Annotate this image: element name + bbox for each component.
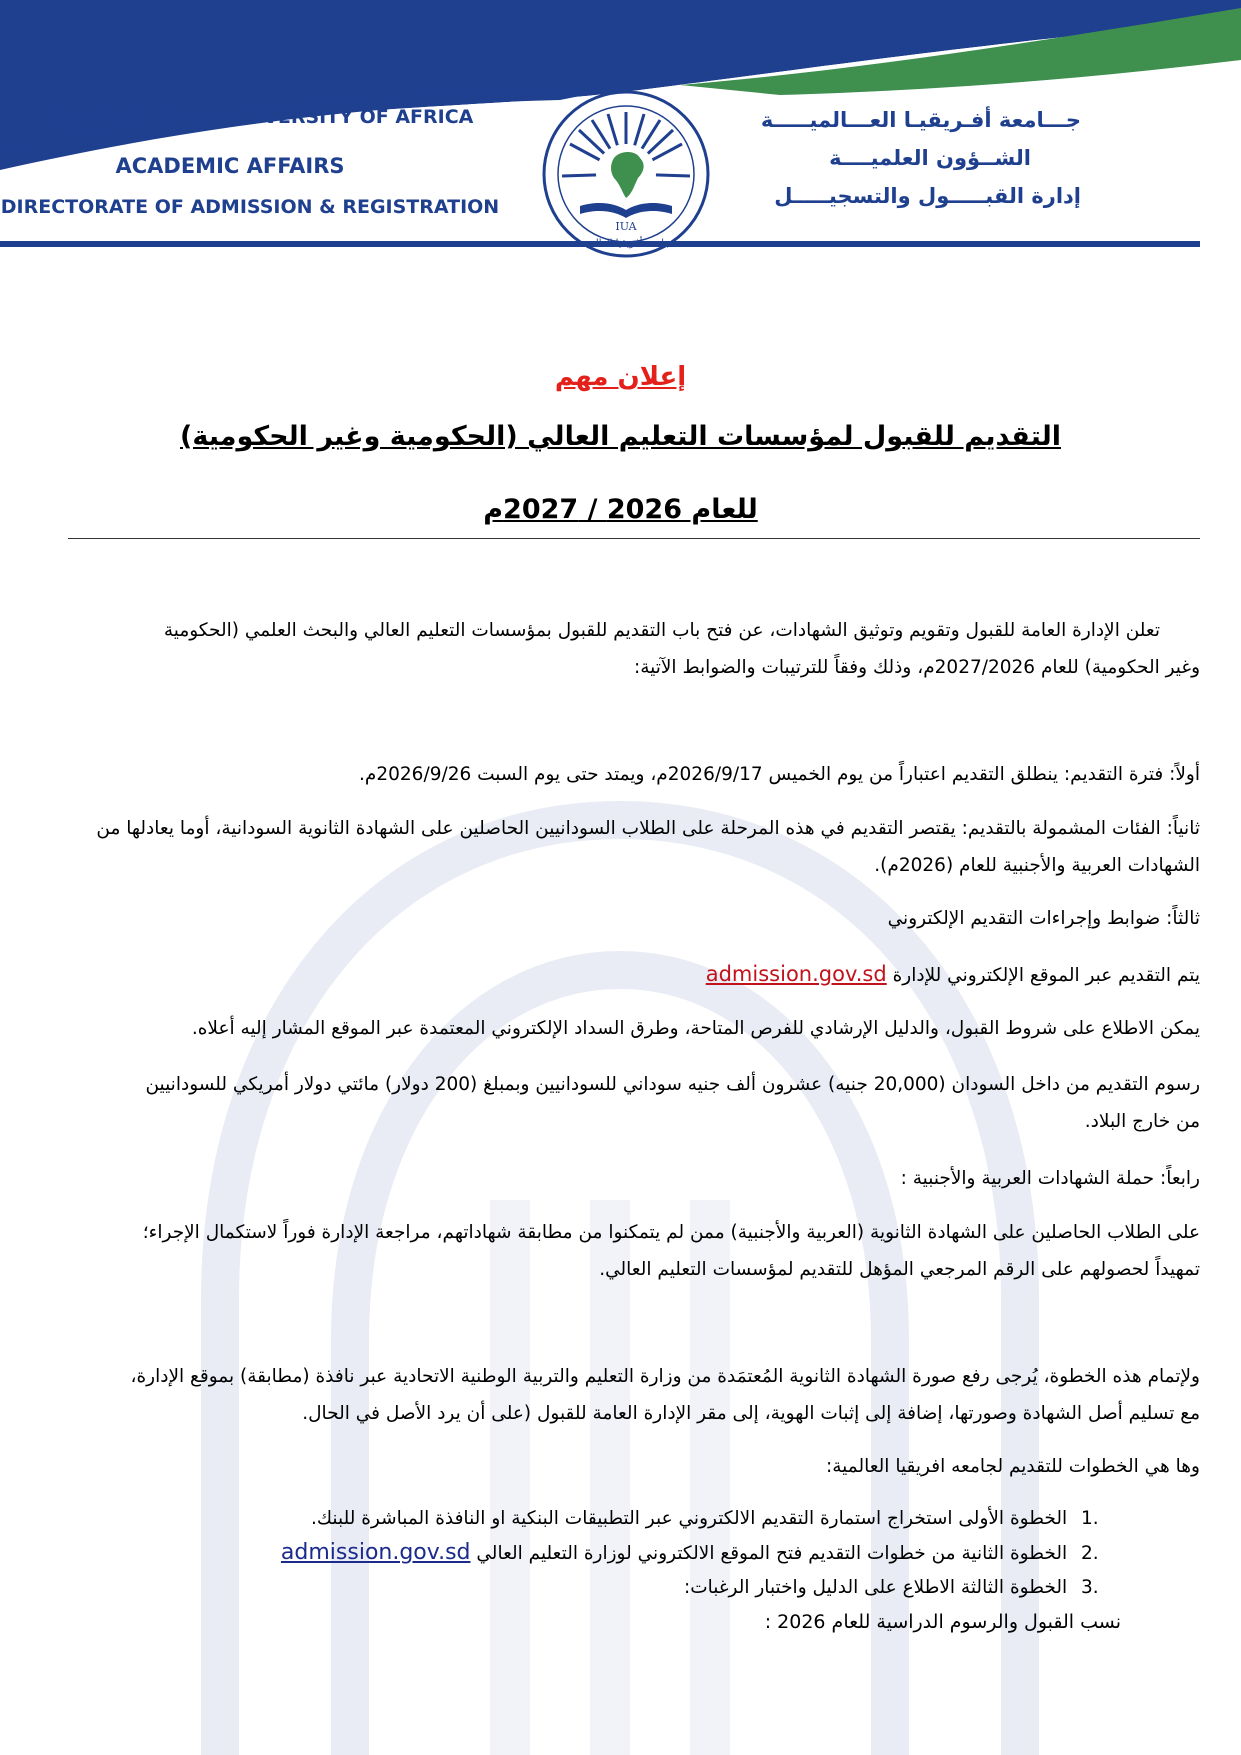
header-ar-academic-affairs: الشــؤون العلميــــة xyxy=(829,146,1031,170)
section-first-period: أولاً: فترة التقديم: ينطلق التقديم اعتباراً من يوم الخميس 2026/9/17م، ويمتد حتى يوم السبت 2026/9/26م. xyxy=(359,764,1200,785)
announcement-title: التقديم للقبول لمؤسسات التعليم العالي (الحكومية وغير الحكومية) xyxy=(180,421,1061,452)
header-en-academic-affairs: ACADEMIC AFFAIRS xyxy=(115,154,345,178)
step-text: الخطوة الأولى استخراج استمارة التقديم الالكتروني عبر التطبيقات البنكية او النافذة المباشرة للبنك. xyxy=(310,1508,1068,1529)
apply-online-line xyxy=(70,956,1200,994)
step-number: 1. xyxy=(1081,1508,1099,1529)
header-ar-admission: إدارة القبـــــول والتسجيـــــل xyxy=(774,184,1081,208)
foreign-certificates-paragraph xyxy=(70,1214,1200,1288)
complete-line-1: ولإتمام هذه الخطوة، يُرجى رفع صورة الشهادة الثانوية المُعتمَدة من وزارة التعليم والتربية الوطنية الاتحادية عبر نافذة (مطابقة) بموقع الإدارة، xyxy=(130,1366,1200,1387)
academic-year-title: للعام 2026 / 2027م xyxy=(483,494,758,525)
completion-instructions-paragraph xyxy=(70,1358,1200,1432)
title-divider xyxy=(68,538,1200,539)
apply-online-text: يتم التقديم عبر الموقع الإلكتروني للإدارة xyxy=(892,965,1200,986)
logo-abbr: IUA xyxy=(615,220,637,233)
step-text: الخطوة الثالثة الاطلاع على الدليل واختبار الرغبات: xyxy=(683,1577,1068,1598)
application-steps-list xyxy=(121,1502,1121,1640)
fourth-line-1: على الطلاب الحاصلين على الشهادة الثانوية (العربية والأجنبية) ممن لم يتمكنوا من مطابقة شهاداتهم، مراجعة الإدارة فوراً لاستكمال الإجراء؛ xyxy=(142,1222,1200,1243)
complete-line-2: مع تسليم أصل الشهادة وصورتها، إضافة إلى إثبات الهوية، إلى مقر الإدارة العامة للقبول (على أن يرد الأصل في الحال. xyxy=(302,1403,1200,1424)
section-third-heading: ثالثاً: ضوابط وإجراءات التقديم الإلكتروني xyxy=(887,908,1200,929)
steps-tail-text: نسب القبول والرسوم الدراسية للعام 2026 : xyxy=(764,1611,1121,1633)
admission-website-link[interactable]: admission.gov.sd xyxy=(705,962,887,986)
fourth-line-2: تمهيداً لحصولهم على الرقم المرجعي المؤهل للتقديم لمؤسسات التعليم العالي. xyxy=(599,1259,1200,1280)
step-text: الخطوة الثانية من خطوات التقديم فتح الموقع الالكتروني لوزارة التعليم العالي xyxy=(476,1543,1068,1564)
section-fourth-heading: رابعاً: حملة الشهادات العربية والأجنبية : xyxy=(900,1168,1200,1189)
step-number: 2. xyxy=(1081,1543,1099,1564)
intro-line-1: تعلن الإدارة العامة للقبول وتقويم وتوثيق الشهادات، عن فتح باب التقديم للقبول بمؤسسات التعليم العالي والبحث العلمي (الحكومية xyxy=(163,620,1160,641)
header-ar-university: جـــامعة أفـريقيـا العـــالميـــــة xyxy=(760,108,1081,132)
second-line-2: الشهادات العربية والأجنبية للعام (2026م). xyxy=(874,855,1200,876)
notice-title: إعلان مهم xyxy=(554,362,687,392)
review-conditions-line: يمكن الاطلاع على شروط القبول، والدليل الإرشادي للفرص المتاحة، وطرق السداد الإلكتروني المعتمدة عبر الموقع المشار إليه أعلاه. xyxy=(191,1018,1200,1039)
list-item-tail xyxy=(121,1605,1121,1640)
fees-line-1: رسوم التقديم من داخل السودان (20,000 جنيه) عشرون ألف جنيه سوداني للسودانيين وبمبلغ (200 دولار) مائتي دولار أمريكي للسودانيين xyxy=(145,1074,1200,1095)
fees-line-2: من خارج البلاد. xyxy=(1084,1111,1200,1132)
list-item xyxy=(121,1571,1121,1605)
header-en-university: INTERNATIONAL UNIVERSITY OF AFRICA xyxy=(46,106,474,128)
second-line-1: ثانياً: الفئات المشمولة بالتقديم: يقتصر التقديم في هذه المرحلة على الطلاب السودانيين الحاصلين على الشهادة الثانوية السودانية، أوما يعادلها من xyxy=(96,818,1200,839)
step-number: 3. xyxy=(1081,1577,1099,1598)
header-en-directorate: DIRECTORATE OF ADMISSION & REGISTRATION xyxy=(0,196,500,218)
university-logo xyxy=(540,88,712,260)
list-item xyxy=(121,1502,1121,1536)
header-divider xyxy=(0,241,1200,247)
list-item xyxy=(121,1536,1121,1571)
application-fees-paragraph xyxy=(70,1066,1200,1140)
ministry-admission-link[interactable]: admission.gov.sd xyxy=(280,1540,471,1565)
intro-line-2: وغير الحكومية) للعام 2027/2026م، وذلك وفقاً للترتيبات والضوابط الآتية: xyxy=(634,657,1200,678)
section-second-eligibility xyxy=(70,810,1200,884)
steps-intro: وها هي الخطوات للتقديم لجامعه افريقيا العالمية: xyxy=(826,1456,1200,1477)
intro-paragraph xyxy=(70,612,1200,686)
